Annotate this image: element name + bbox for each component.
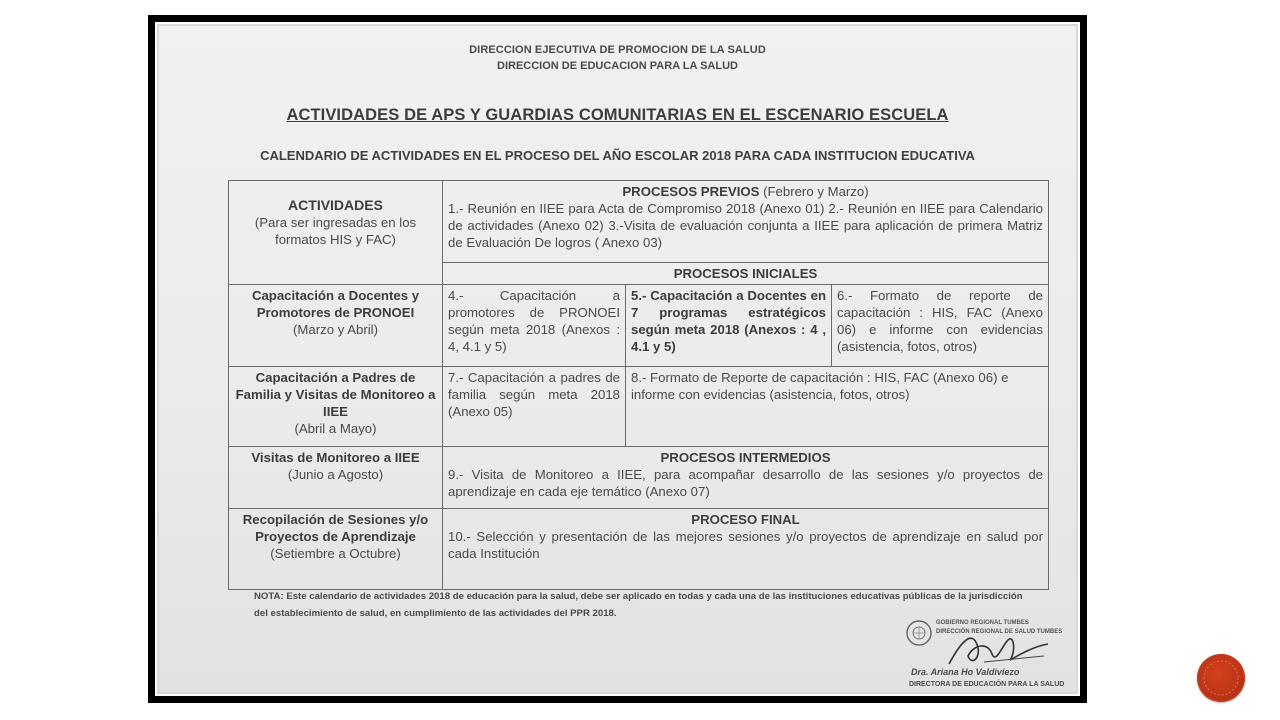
- row1-cell-b: 5.- Capacitación a Docentes en 7 programas estratégicos según meta 2018 (Anexos : 4 , 4.1 y 5): [626, 285, 832, 367]
- document-subtitle: CALENDARIO DE ACTIVIDADES EN EL PROCESO DEL AÑO ESCOLAR 2018 PARA CADA INSTITUCION EDUCATIVA: [260, 148, 975, 163]
- document-note: NOTA: Este calendario de actividades 2018 de educación para la salud, debe ser aplicado en todas y cada una de las instituciones educativas públicas de la jurisdicción del establecimiento de salud, en cumplimiento de las actividades del PPR 2018.: [254, 591, 1023, 619]
- next-slide-button[interactable]: [1197, 654, 1245, 702]
- row3-period: (Junio a Agosto): [287, 467, 384, 482]
- signer-role: DIRECTORA DE EDUCACIÓN PARA LA SALUD: [909, 681, 1065, 688]
- proceso-final-cell: [443, 509, 1049, 590]
- activities-note: (Para ser ingresadas en los formatos HIS y FAC): [254, 215, 417, 247]
- row4-text: 10.- Selección y presentación de las mejores sesiones y/o proyectos de aprendizaje en salud por cada Institución: [448, 529, 1043, 561]
- header-line-1: DIRECCION EJECUTIVA DE PROMOCION DE LA SALUD: [469, 44, 766, 56]
- table-row: [229, 285, 1049, 367]
- row3-text: 9.- Visita de Monitoreo a IIEE, para acompañar desarrollo de las sesiones y/o proyectos de aprendizaje en cada eje temático (Anexo 07): [448, 467, 1043, 499]
- row4-period: (Setiembre a Octubre): [270, 546, 401, 561]
- row4-label: Recopilación de Sesiones y/o Proyectos de Aprendizaje: [242, 512, 429, 544]
- table-row: [229, 181, 1049, 263]
- row1-cell-a: 4.- Capacitación a promotores de PRONOEI según meta 2018 (Anexos : 4, 4.1 y 5): [443, 285, 626, 367]
- signer-name: Dra. Ariana Ho Valdiviezo: [911, 667, 1020, 677]
- stamp-line-1: GOBIERNO REGIONAL TUMBES: [936, 620, 1029, 626]
- row1-period: (Marzo y Abril): [293, 322, 378, 337]
- row4-label-cell: [229, 509, 443, 590]
- document-page: [159, 26, 1076, 692]
- table-row: [229, 509, 1049, 590]
- header-line-2: DIRECCION DE EDUCACION PARA LA SALUD: [497, 60, 738, 72]
- row2-period: (Abril a Mayo): [294, 421, 377, 436]
- row2-label-cell: [229, 367, 443, 447]
- procesos-iniciales-title: PROCESOS INICIALES: [443, 263, 1049, 285]
- stamp-line-2: DIRECCIÓN REGIONAL DE SALUD TUMBES: [936, 629, 1063, 635]
- next-slide-icon: [1197, 654, 1245, 702]
- activities-header: ACTIVIDADES: [288, 197, 383, 213]
- document-photo-frame: [148, 15, 1087, 703]
- row3-label-cell: [229, 447, 443, 509]
- procesos-previos-period: (Febrero y Marzo): [763, 184, 869, 199]
- row2-cell-b: 8.- Formato de Reporte de capacitación : HIS, FAC (Anexo 06) e informe con evidencias (asistencia, fotos, otros): [626, 367, 1049, 447]
- document-photo: [155, 22, 1080, 696]
- procesos-previos-text: 1.- Reunión en IIEE para Acta de Compromiso 2018 (Anexo 01) 2.- Reunión en IIEE para Calendario de actividades (Anexo 02) 3.-Visita de evaluación conjunta a IIEE para aplicación de primera Matriz de Evaluación De logros ( Anexo 03): [448, 201, 1043, 250]
- activities-header-cell: [229, 181, 443, 285]
- procesos-previos-title: PROCESOS PREVIOS: [622, 184, 760, 199]
- proceso-final-title: PROCESO FINAL: [691, 512, 800, 527]
- seal-icon: [904, 618, 934, 648]
- procesos-intermedios-cell: [443, 447, 1049, 509]
- table-row: [229, 367, 1049, 447]
- row1-label-cell: [229, 285, 443, 367]
- row3-label: Visitas de Monitoreo a IIEE: [251, 450, 420, 465]
- row2-cell-a: 7.- Capacitación a padres de familia según meta 2018 (Anexo 05): [443, 367, 626, 447]
- row1-cell-c: 6.- Formato de reporte de capacitación : HIS, FAC (Anexo 06) e informe con evidencias (asistencia, fotos, otros): [832, 285, 1049, 367]
- activities-table: [228, 180, 1049, 590]
- table-row: [229, 447, 1049, 509]
- procesos-intermedios-title: PROCESOS INTERMEDIOS: [660, 450, 831, 465]
- row2-label: Capacitación a Padres de Familia y Visitas de Monitoreo a IIEE: [235, 370, 436, 419]
- document-title: ACTIVIDADES DE APS Y GUARDIAS COMUNITARIAS EN EL ESCENARIO ESCUELA: [286, 106, 949, 124]
- row1-label: Capacitación a Docentes y Promotores de PRONOEI: [251, 288, 420, 320]
- procesos-previos-cell: [443, 181, 1049, 263]
